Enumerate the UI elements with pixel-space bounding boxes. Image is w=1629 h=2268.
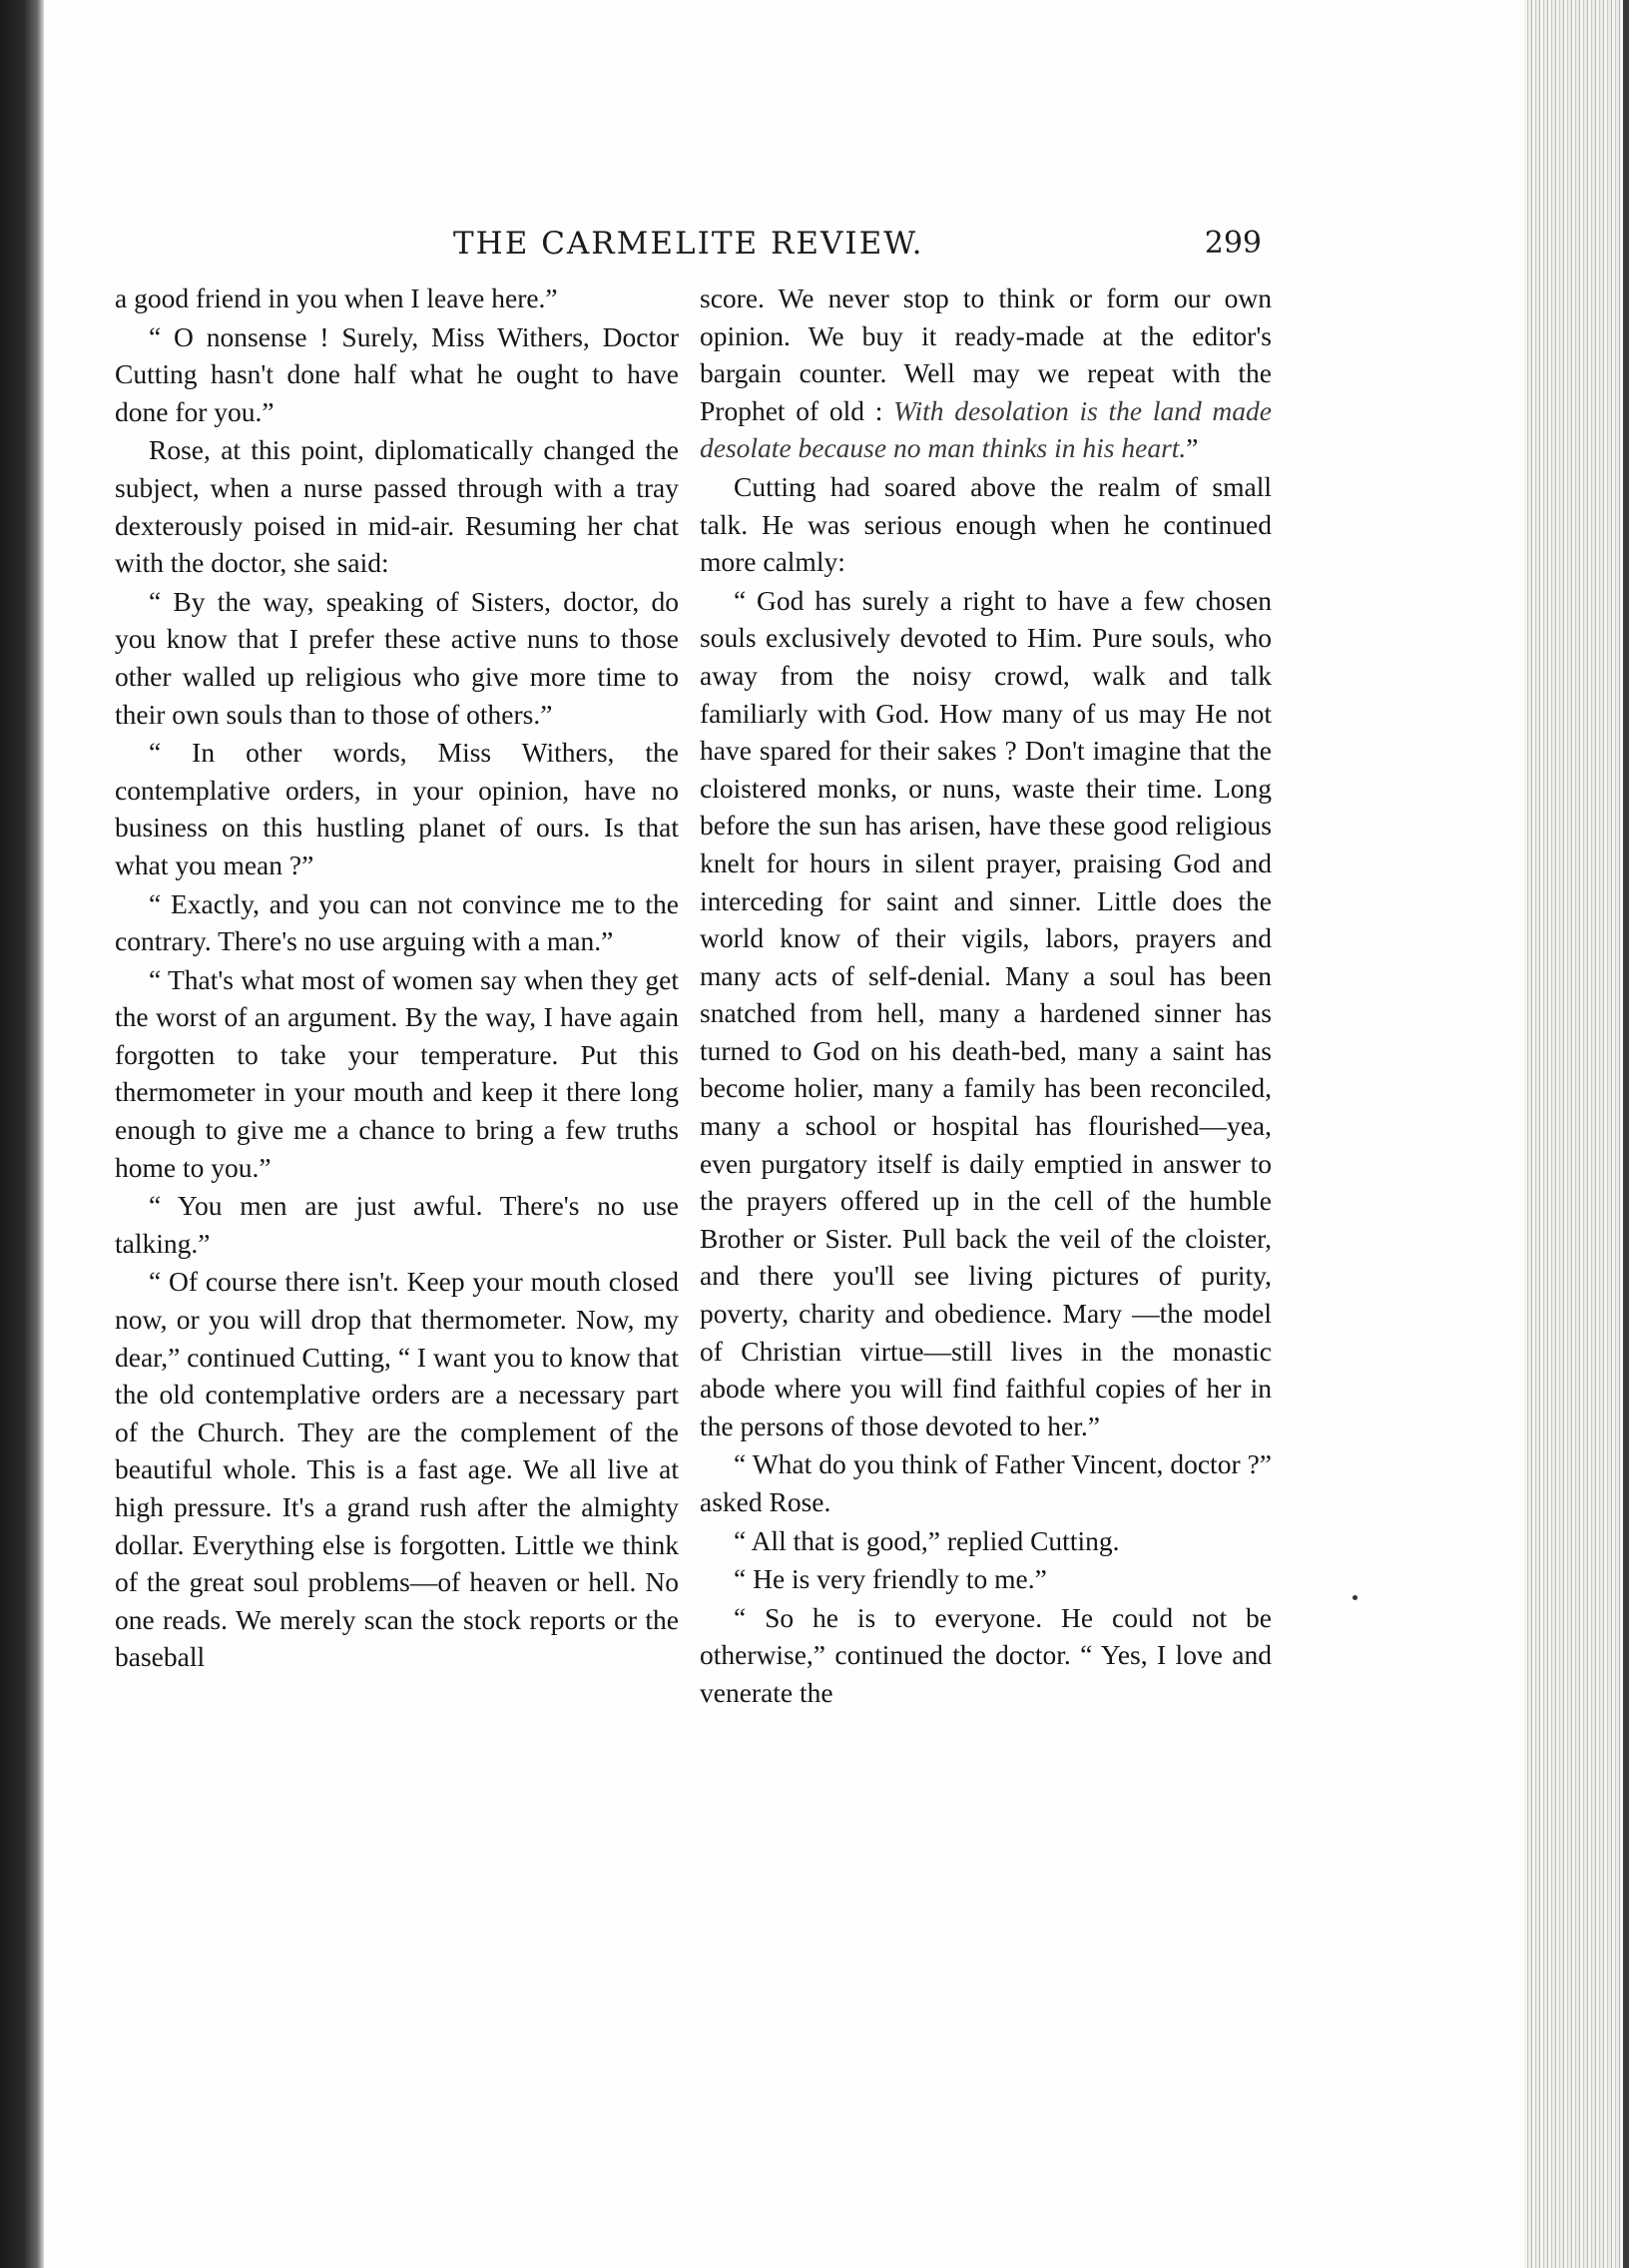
- page-stack-edge: [1524, 0, 1629, 2268]
- book-binding-edge: [0, 0, 44, 2268]
- left-column: [115, 280, 679, 1676]
- prophet-quote: With desolation is the land made desolate because no man thinks in his heart.: [700, 394, 1272, 464]
- paragraph: “ He is very friendly to me.”: [734, 1563, 1047, 1595]
- paragraph: “ God has surely a right to have a few chosen souls exclusively devoted to Him. Pure souls, who away from the noisy crowd, walk and talk familiarly with God. How many of us may He not have spared for their sakes ? Don't imagine that the cloistered monks, or nuns, waste their time. Long before the sun has arisen, have these good religious knelt for hours in silent prayer, praising God and interceding for saint and sinner. Little does the world know of their vigils, labors, prayers and many acts of self-denial. Many a soul has been snatched from hell, many a hardened sinner has turned to God on his death-bed, many a saint has become holier, many a family has been reconciled, many a school or hospital has flourished—yea, even purgatory itself is daily emptied in answer to the prayers offered up in the cell of the humble Brother or Sister. Pull back the veil of the cloister, and there you'll see living pictures of purity, poverty, charity and obedience. Mary —the model of Christian virtue—still lives in the monastic abode where you will find faithful copies of her in the persons of those devoted to her.”: [700, 584, 1272, 1441]
- paragraph-lead: score. We never stop to think or form our own opinion. We buy it ready-made at the editor's bargain counter. Well may we repeat with the Prophet of old :: [700, 283, 1272, 426]
- paragraph: “ In other words, Miss Withers, the contemplative orders, in your opinion, have no business on this hustling planet of ours. Is that what you mean ?”: [115, 737, 679, 880]
- paragraph: “ O nonsense ! Surely, Miss Withers, Doctor Cutting hasn't done half what he ought to have done for you.”: [115, 320, 679, 427]
- closing-quote-mark: ”: [1186, 432, 1199, 464]
- running-title: THE CARMELITE REVIEW.: [453, 226, 924, 262]
- paragraph: Cutting had soared above the realm of small talk. He was serious enough when he continued more calmly:: [700, 470, 1272, 578]
- paragraph: “ By the way, speaking of Sisters, doctor, do you know that I prefer these active nuns to those other walled up religious who give more time to their own souls than to those of others.”: [115, 585, 679, 730]
- scan-speck: [1353, 1595, 1358, 1600]
- paragraph: “ Exactly, and you can not convince me to the contrary. There's no use arguing with a man.”: [115, 887, 679, 957]
- paragraph-with-quote: [700, 280, 1272, 467]
- right-column: [700, 280, 1272, 1712]
- paragraph: “ So he is to everyone. He could not be otherwise,” continued the doctor. “ Yes, I love and venerate the: [700, 1601, 1272, 1708]
- paragraph: “ What do you think of Father Vincent, doctor ?” asked Rose.: [700, 1448, 1272, 1517]
- page-number: 299: [1204, 226, 1262, 261]
- paragraph: “ Of course there isn't. Keep your mouth closed now, or you will drop that thermometer. Now, my dear,” continued Cutting, “ I want you to know that the old contemplative orders are a necessary part of the Church. They are the complement of the beautiful whole. This is a fast age. We all live at high pressure. It's a grand rush after the almighty dollar. Everything else is forgotten. Little we think of the great soul problems—of heaven or hell. No one reads. We merely scan the stock reports or the baseball: [115, 1266, 679, 1673]
- paragraph: “ That's what most of women say when they get the worst of an argument. By the way, I have again forgotten to take your temperature. Put this thermometer in your mouth and keep it there long enough to give me a chance to bring a few truths home to you.”: [115, 963, 679, 1183]
- paragraph: “ All that is good,” replied Cutting.: [734, 1524, 1120, 1556]
- paragraph: “ You men are just awful. There's no use talking.”: [115, 1190, 679, 1259]
- paragraph: a good friend in you when I leave here.”: [115, 283, 558, 313]
- page-header: [122, 222, 1270, 282]
- paragraph: Rose, at this point, diplomatically changed the subject, when a nurse passed through with a tray dexterously poised in mid-air. Resuming her chat with the doctor, she said:: [115, 434, 679, 579]
